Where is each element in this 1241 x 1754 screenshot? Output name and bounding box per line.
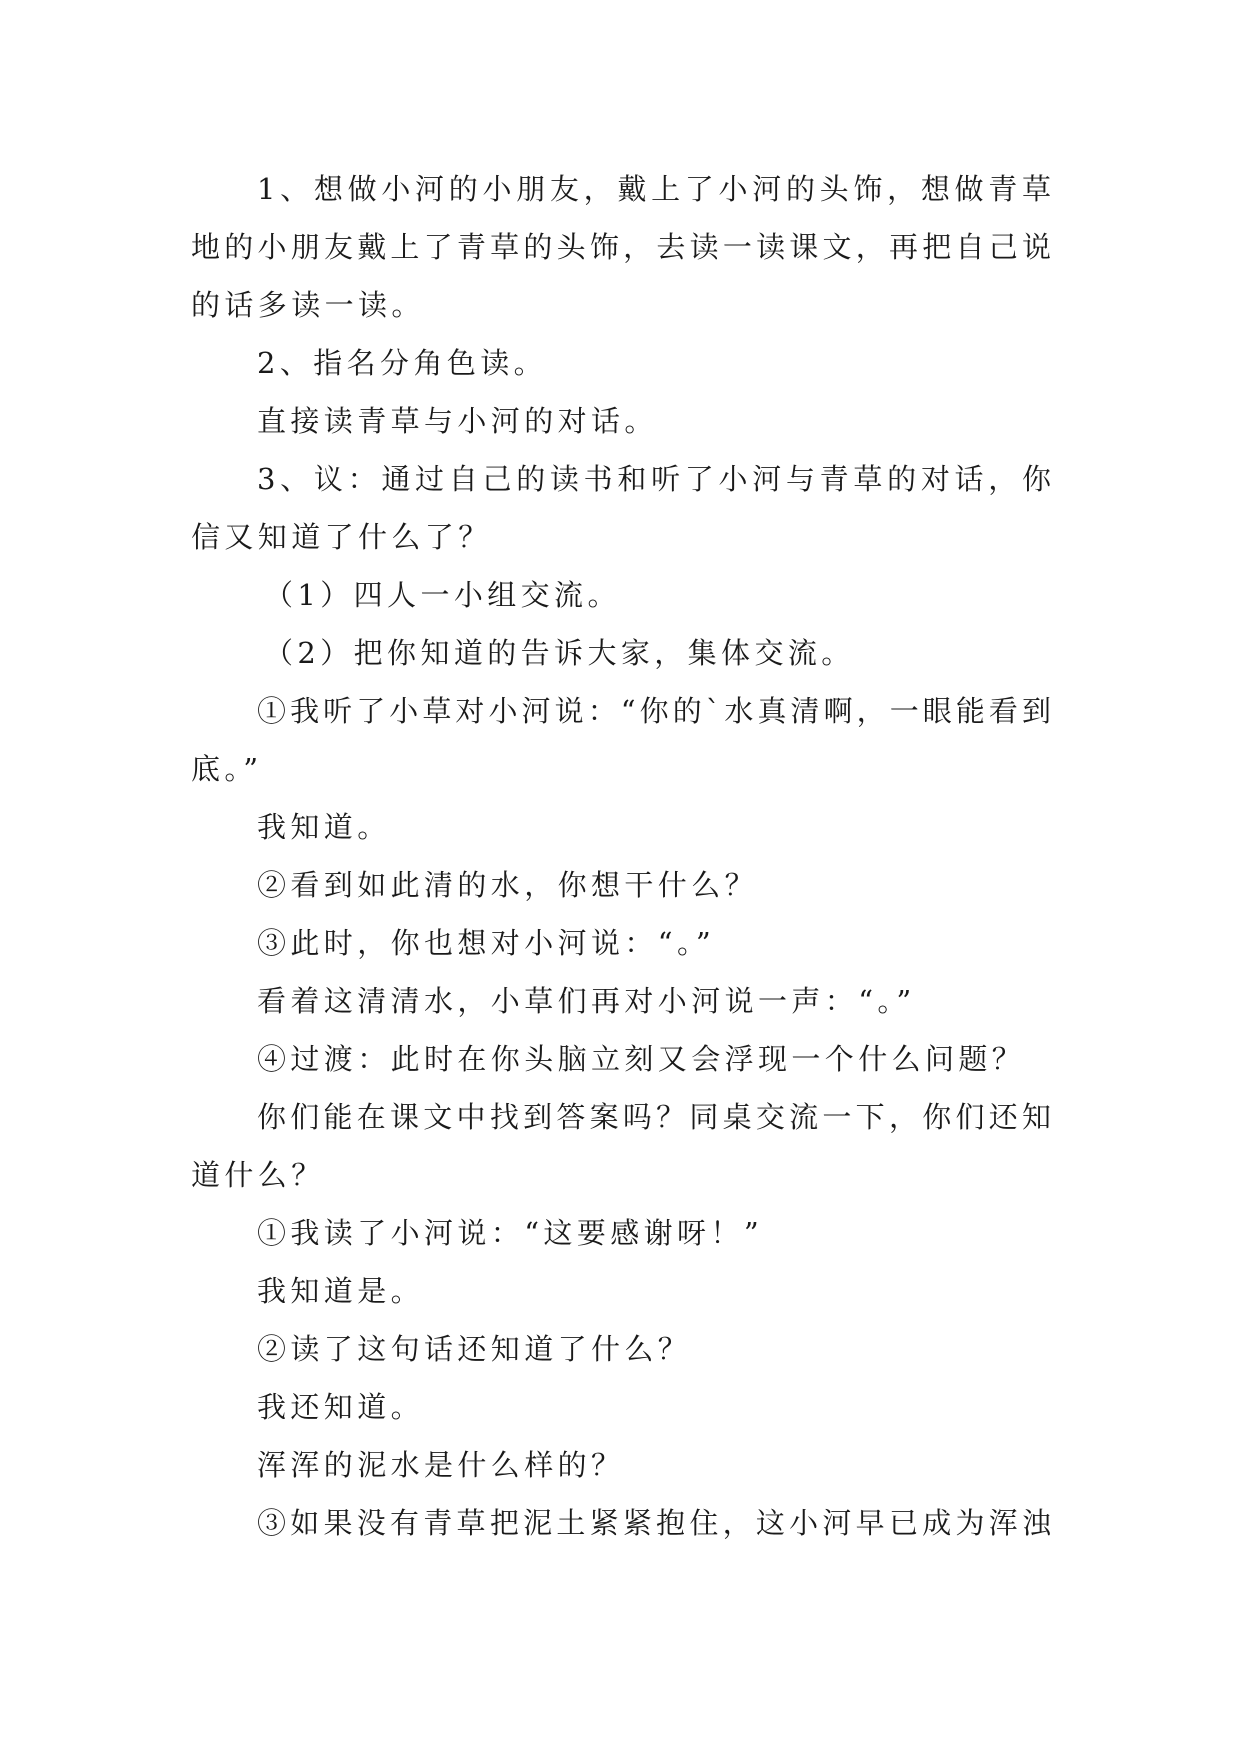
document-body	[191, 160, 1051, 1552]
paragraph-line: ①我听了小草对小河说：“你的`水真清啊，一眼能看到	[257, 694, 1051, 728]
paragraph-line: 3、议：通过自己的读书和听了小河与青草的对话，你	[257, 462, 1051, 496]
paragraph-line: 地的小朋友戴上了青草的头饰，去读一读课文，再把自己说	[191, 230, 1051, 264]
paragraph-line: 看着这清清水，小草们再对小河说一声：“。”	[257, 984, 916, 1018]
paragraph-line: ①我读了小河说：“这要感谢呀！”	[257, 1216, 764, 1250]
paragraph-line: 2、指名分角色读。	[257, 346, 548, 380]
paragraph-line: 道什么？	[191, 1158, 325, 1192]
paragraph-line: ④过渡：此时在你头脑立刻又会浮现一个什么问题？	[257, 1042, 1026, 1076]
paragraph-line: 底。”	[191, 752, 263, 786]
paragraph-line: ②读了这句话还知道了什么？	[257, 1332, 692, 1366]
paragraph-line: 你们能在课文中找到答案吗？同桌交流一下，你们还知	[257, 1100, 1051, 1134]
paragraph-line: 浑浑的泥水是什么样的？	[257, 1448, 625, 1482]
paragraph-line: 直接读青草与小河的对话。	[257, 404, 658, 438]
paragraph-line: ②看到如此清的水，你想干什么？	[257, 868, 759, 902]
paragraph-line: 信又知道了什么了？	[191, 520, 492, 554]
paragraph-line: 我知道是。	[257, 1274, 425, 1308]
paragraph-line: 的话多读一读。	[191, 288, 425, 322]
paragraph-line: ③此时，你也想对小河说：“。”	[257, 926, 716, 960]
paragraph-line: （1）四人一小组交流。	[264, 578, 621, 612]
paragraph-line: 我还知道。	[257, 1390, 425, 1424]
paragraph-line: 我知道。	[257, 810, 391, 844]
paragraph-line: 1、想做小河的小朋友，戴上了小河的头饰，想做青草	[257, 172, 1051, 206]
paragraph-line: （2）把你知道的告诉大家，集体交流。	[264, 636, 855, 670]
paragraph-line: ③如果没有青草把泥土紧紧抱住，这小河早已成为浑浊	[257, 1506, 1051, 1540]
